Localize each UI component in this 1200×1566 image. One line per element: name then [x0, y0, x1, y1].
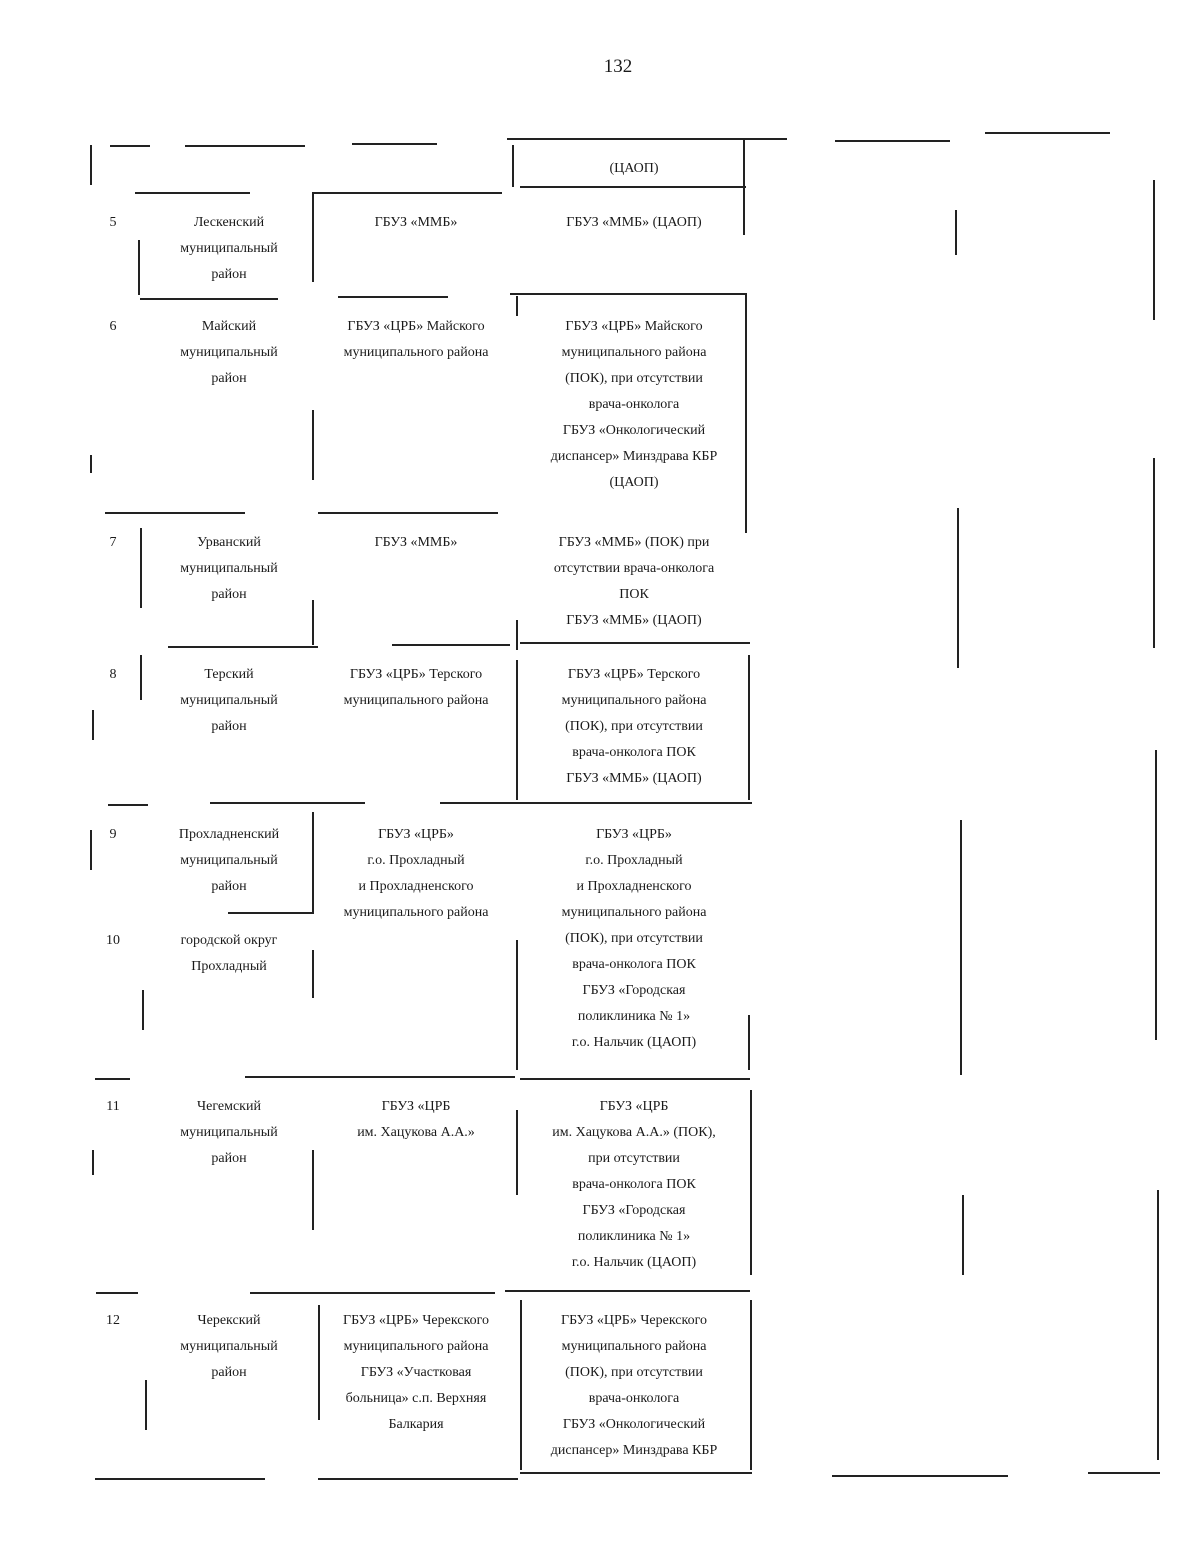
page-number: 132	[603, 56, 633, 77]
rule-line	[110, 145, 150, 147]
route-line: ГБУЗ «ММБ» (ЦАОП)	[566, 613, 702, 628]
rule-line	[145, 1380, 147, 1430]
rule-line	[228, 912, 314, 914]
rule-line	[520, 1078, 750, 1080]
rule-line	[505, 1290, 750, 1292]
rule-line	[245, 1076, 515, 1078]
rule-line	[140, 655, 142, 700]
rule-line	[1157, 1190, 1159, 1460]
route-line: ГБУЗ «ЦРБ» Терского	[567, 667, 701, 682]
municipality-line: муниципальный	[180, 561, 278, 576]
route-line: муниципального района	[561, 345, 707, 360]
route-line: врача-онколога ПОК	[572, 957, 696, 972]
rule-line	[985, 132, 1110, 134]
rule-line	[92, 1150, 94, 1175]
institution-line: ГБУЗ «ММБ»	[374, 535, 458, 550]
municipality-line: район	[211, 587, 247, 602]
rule-line	[95, 1078, 130, 1080]
route-line: диспансер» Минздрава КБР	[550, 449, 718, 464]
rule-line	[957, 508, 959, 668]
institution-line: ГБУЗ «ММБ»	[374, 215, 458, 230]
municipality-cell	[150, 210, 308, 288]
route-line: и Прохладненского	[576, 879, 692, 894]
route-line: (ПОК), при отсутствии	[565, 719, 703, 734]
municipality-cell	[150, 530, 308, 608]
rule-line	[318, 512, 498, 514]
rule-line	[92, 710, 94, 740]
institution-cell	[316, 530, 516, 556]
institution-line: больница» с.п. Верхняя	[345, 1391, 487, 1406]
route-line: врача-онколога	[588, 1391, 680, 1406]
rule-line	[392, 644, 510, 646]
route-line: (ПОК), при отсутствии	[565, 1365, 703, 1380]
route-line: поликлиника № 1»	[577, 1229, 691, 1244]
institution-cell	[316, 822, 516, 926]
rule-line	[520, 186, 746, 188]
route-line: ГБУЗ «ММБ» (ЦАОП)	[566, 771, 702, 786]
institution-cell	[316, 1094, 516, 1146]
route-cell	[518, 314, 750, 496]
municipality-line: муниципальный	[180, 241, 278, 256]
rule-line	[1153, 180, 1155, 320]
route-line: г.о. Нальчик (ЦАОП)	[571, 1035, 697, 1050]
rule-line	[520, 1472, 752, 1474]
rule-line	[312, 410, 314, 480]
municipality-line: городской округ	[180, 933, 278, 948]
rule-line	[140, 298, 278, 300]
rule-line	[750, 1300, 752, 1470]
route-cell	[518, 822, 750, 1056]
route-line: ГБУЗ «ЦРБ	[599, 1099, 669, 1114]
row-number: 6	[109, 319, 117, 334]
rule-line	[352, 143, 437, 145]
route-cell	[518, 1308, 750, 1464]
institution-line: ГБУЗ «ЦРБ» Майского	[347, 319, 485, 334]
institution-line: им. Хацукова А.А.»	[357, 1125, 475, 1140]
route-line: ГБУЗ «ЦРБ» Черекского	[561, 1313, 707, 1328]
route-line: диспансер» Минздрава КБР	[550, 1443, 718, 1458]
rule-line	[312, 192, 314, 282]
route-line: поликлиника № 1»	[577, 1009, 691, 1024]
route-line: врача-онколога	[588, 397, 680, 412]
institution-line: г.о. Прохладный	[367, 853, 465, 868]
continuation-route-cell	[518, 156, 750, 182]
route-cell	[518, 662, 750, 792]
row-number: 7	[109, 535, 117, 550]
institution-line: ГБУЗ «Участковая	[360, 1365, 472, 1380]
row-number: 5	[109, 215, 117, 230]
route-cell	[518, 210, 750, 236]
rule-line	[312, 950, 314, 998]
institution-line: ГБУЗ «ЦРБ» Терского	[349, 667, 483, 682]
rule-line	[520, 642, 750, 644]
rule-line	[185, 145, 305, 147]
row-number: 10	[106, 933, 120, 948]
municipality-line: Черекский	[197, 1313, 261, 1328]
institution-cell	[316, 210, 516, 236]
route-cell	[518, 530, 750, 634]
municipality-line: муниципальный	[180, 693, 278, 708]
route-line: ГБУЗ «ММБ» (ЦАОП)	[566, 215, 702, 230]
institution-line: муниципального района	[343, 905, 489, 920]
continuation-route-text: (ЦАОП)	[609, 161, 659, 176]
municipality-line: район	[211, 371, 247, 386]
route-line: ГБУЗ «Онкологический	[562, 1417, 706, 1432]
rule-line	[512, 145, 514, 187]
rule-line	[312, 1150, 314, 1230]
institution-line: и Прохладненского	[358, 879, 474, 894]
municipality-line: район	[211, 719, 247, 734]
route-line: г.о. Нальчик (ЦАОП)	[571, 1255, 697, 1270]
route-cell	[518, 1094, 750, 1276]
rule-line	[962, 1195, 964, 1275]
rule-line	[312, 600, 314, 645]
rule-line	[312, 812, 314, 912]
rule-line	[142, 990, 144, 1030]
rule-line	[955, 210, 957, 255]
municipality-line: муниципальный	[180, 1339, 278, 1354]
institution-line: ГБУЗ «ЦРБ»	[378, 827, 454, 842]
municipality-line: Прохладненский	[178, 827, 280, 842]
route-line: ГБУЗ «Онкологический	[562, 423, 706, 438]
route-line: муниципального района	[561, 693, 707, 708]
rule-line	[250, 1292, 495, 1294]
municipality-line: Прохладный	[191, 959, 267, 974]
rule-line	[1155, 750, 1157, 1040]
rule-line	[108, 804, 148, 806]
route-line: ГБУЗ «ЦРБ»	[596, 827, 672, 842]
institution-line: ГБУЗ «ЦРБ» Черекского	[343, 1313, 489, 1328]
municipality-line: район	[211, 1151, 247, 1166]
rule-line	[90, 455, 92, 473]
rule-line	[516, 296, 518, 316]
rule-line	[1153, 458, 1155, 648]
route-line: ГБУЗ «ЦРБ» Майского	[565, 319, 703, 334]
rule-line	[95, 1478, 265, 1480]
row-number: 12	[106, 1313, 120, 1328]
route-line: отсутствии врача-онколога	[553, 561, 715, 576]
institution-line: муниципального района	[343, 345, 489, 360]
rule-line	[138, 240, 140, 295]
route-line: (ЦАОП)	[609, 475, 659, 490]
row-number: 9	[109, 827, 117, 842]
rule-line	[507, 138, 787, 140]
municipality-cell	[150, 928, 308, 980]
rule-line	[440, 802, 752, 804]
rule-line	[140, 528, 142, 608]
municipality-line: муниципальный	[180, 345, 278, 360]
municipality-line: район	[211, 267, 247, 282]
rule-line	[210, 802, 365, 804]
route-line: ПОК	[619, 587, 649, 602]
institution-cell	[316, 314, 516, 366]
rule-line	[835, 140, 950, 142]
row-number: 8	[109, 667, 117, 682]
rule-line	[338, 296, 448, 298]
municipality-line: Лескенский	[193, 215, 265, 230]
route-line: врача-онколога ПОК	[572, 1177, 696, 1192]
municipality-line: район	[211, 1365, 247, 1380]
route-line: им. Хацукова А.А.» (ПОК),	[552, 1125, 716, 1140]
rule-line	[312, 192, 502, 194]
rule-line	[750, 1090, 752, 1275]
rule-line	[96, 1292, 138, 1294]
rule-line	[90, 145, 92, 185]
municipality-cell	[150, 662, 308, 740]
rule-line	[510, 293, 745, 295]
municipality-line: Терский	[204, 667, 254, 682]
municipality-line: Урванский	[197, 535, 261, 550]
institution-cell	[316, 662, 516, 714]
municipality-cell	[150, 314, 308, 392]
rule-line	[168, 646, 318, 648]
route-line: г.о. Прохладный	[585, 853, 683, 868]
route-line: (ПОК), при отсутствии	[565, 371, 703, 386]
rule-line	[1088, 1472, 1160, 1474]
municipality-cell	[150, 1094, 308, 1172]
rule-line	[960, 820, 962, 1075]
route-line: при отсутствии	[588, 1151, 680, 1166]
municipality-cell	[150, 822, 308, 900]
institution-cell	[316, 1308, 516, 1438]
route-line: ГБУЗ «Городская	[582, 1203, 686, 1218]
municipality-cell	[150, 1308, 308, 1386]
municipality-line: Чегемский	[197, 1099, 261, 1114]
route-line: (ПОК), при отсутствии	[565, 931, 703, 946]
municipality-line: район	[211, 879, 247, 894]
route-line: ГБУЗ «Городская	[582, 983, 686, 998]
rule-line	[90, 830, 92, 870]
municipality-line: муниципальный	[180, 853, 278, 868]
rule-line	[135, 192, 250, 194]
rule-line	[105, 512, 245, 514]
municipality-line: Майский	[201, 319, 257, 334]
institution-line: ГБУЗ «ЦРБ	[381, 1099, 451, 1114]
row-number: 11	[106, 1099, 120, 1114]
rule-line	[318, 1478, 518, 1480]
route-line: муниципального района	[561, 1339, 707, 1354]
municipality-line: муниципальный	[180, 1125, 278, 1140]
route-line: врача-онколога ПОК	[572, 745, 696, 760]
institution-line: муниципального района	[343, 1339, 489, 1354]
institution-line: муниципального района	[343, 693, 489, 708]
route-line: муниципального района	[561, 905, 707, 920]
rule-line	[832, 1475, 1008, 1477]
route-line: ГБУЗ «ММБ» (ПОК) при	[558, 535, 710, 550]
institution-line: Балкария	[388, 1417, 444, 1432]
